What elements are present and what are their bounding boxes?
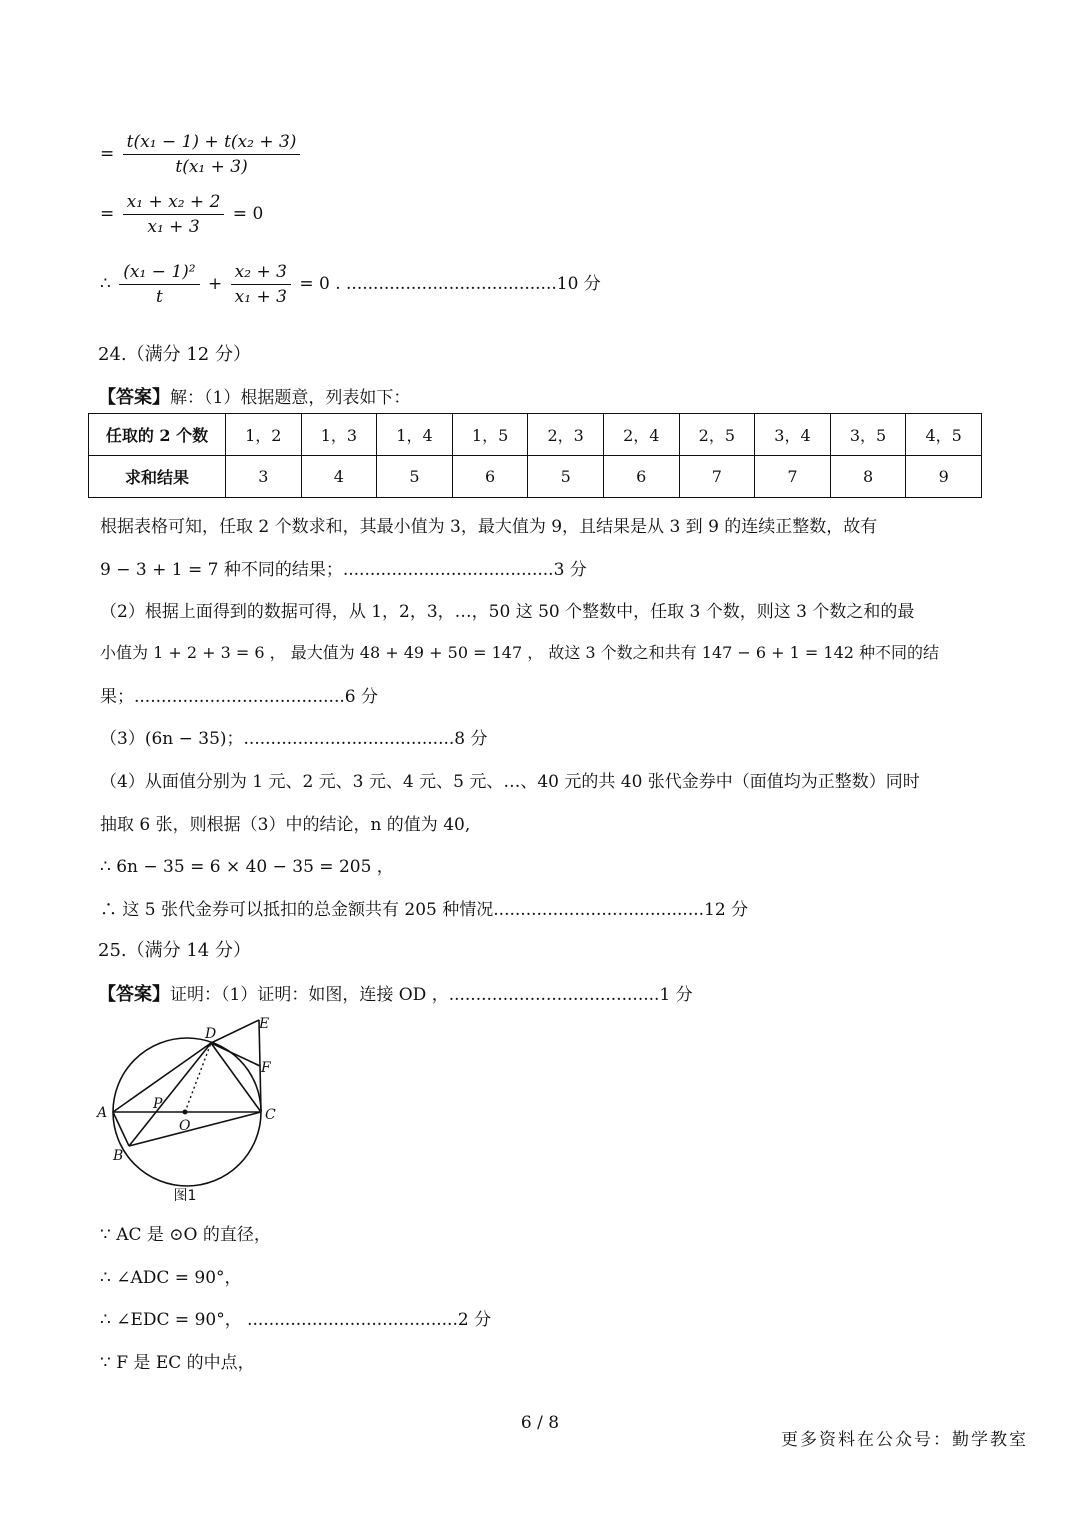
q24-line-8: 抽取 6 张，则根据（3）中的结论，n 的值为 40, bbox=[100, 815, 471, 835]
table-row bbox=[89, 414, 982, 456]
segment-bd bbox=[129, 1043, 211, 1146]
q24-line-1: 根据表格可知，任取 2 个数求和，其最小值为 3，最大值为 9，且结果是从 3 到 9 的连续正整数，故有 bbox=[100, 517, 878, 537]
q24-answer-line bbox=[98, 383, 410, 409]
q24-line-3: （2）根据上面得到的数据可得，从 1，2，3，…，50 这 50 个整数中，任取 3 个数，则这 3 个数之和的最 bbox=[100, 602, 915, 622]
eq2-fraction bbox=[123, 192, 225, 237]
q24-line-10: ∴ 这 5 张代金券可以抵扣的总金额共有 205 种情况.......................................12 分 bbox=[100, 900, 749, 920]
q24-line-4: 小值为 1 + 2 + 3 = 6 ， 最大值为 48 + 49 + 50 = 147 ， 故这 3 个数之和共有 147 − 6 + 1 = 142 种不同的结 bbox=[100, 643, 940, 662]
eq3-fraction-2 bbox=[231, 262, 291, 307]
table-cell: 1，2 bbox=[226, 414, 302, 456]
table-cell: 7 bbox=[679, 456, 755, 498]
segment-de bbox=[211, 1020, 259, 1043]
table-cell: 4 bbox=[301, 456, 377, 498]
eq3-f2-numerator: x₂ + 3 bbox=[231, 262, 291, 285]
table-cell: 9 bbox=[906, 456, 982, 498]
equation-line-2 bbox=[100, 192, 263, 237]
table-cell: 6 bbox=[452, 456, 528, 498]
q24-line-2: 9 − 3 + 1 = 7 种不同的结果；.......................................3 分 bbox=[100, 560, 587, 580]
segment-od bbox=[185, 1043, 211, 1112]
label-b: B bbox=[113, 1148, 124, 1164]
table-cell: 3，5 bbox=[830, 414, 906, 456]
table-cell: 3，4 bbox=[755, 414, 831, 456]
figure-caption: 图1 bbox=[173, 1188, 197, 1204]
eq1-prefix: = bbox=[100, 144, 115, 164]
eq1-fraction bbox=[123, 132, 301, 177]
label-c: C bbox=[265, 1107, 276, 1123]
q24-line-7: （4）从面值分别为 1 元、2 元、3 元、4 元、5 元、…、40 元的共 40 张代金券中（面值均为正整数）同时 bbox=[100, 772, 920, 792]
table-cell: 1，3 bbox=[301, 414, 377, 456]
table-row-header: 任取的 2 个数 bbox=[89, 414, 226, 456]
label-f: F bbox=[261, 1060, 271, 1076]
table-cell: 2，4 bbox=[603, 414, 679, 456]
q24-line-5: 果；.......................................6 分 bbox=[100, 687, 378, 707]
eq3-suffix: = 0 . .......................................10 分 bbox=[299, 274, 601, 294]
table-cell: 1，5 bbox=[452, 414, 528, 456]
q25-line-1: ∵ AC 是 ⊙O 的直径， bbox=[100, 1225, 271, 1245]
equation-line-3 bbox=[100, 262, 601, 307]
watermark-text: 更多资料在公众号：勤学教室 bbox=[781, 1430, 1028, 1450]
label-p: P bbox=[153, 1096, 163, 1112]
eq3-f1-denominator: t bbox=[155, 287, 163, 307]
q25-title: 25.（满分 14 分） bbox=[98, 940, 251, 961]
q25-line-3: ∴ ∠EDC = 90°， .......................................2 分 bbox=[100, 1310, 492, 1330]
eq1-numerator: t(x₁ − 1) + t(x₂ + 3) bbox=[123, 132, 301, 155]
table-cell: 4，5 bbox=[906, 414, 982, 456]
eq3-plus: + bbox=[208, 274, 223, 294]
q24-line-9: ∴ 6n − 35 = 6 × 40 − 35 = 205 ， bbox=[100, 857, 394, 877]
geometry-figure bbox=[95, 1008, 295, 1208]
q25-answer-intro: 证明：（1）证明：如图，连接 OD ，.......................................1 分 bbox=[170, 985, 693, 1005]
table-cell: 2，5 bbox=[679, 414, 755, 456]
center-point bbox=[183, 1110, 188, 1115]
label-a: A bbox=[97, 1105, 108, 1121]
eq2-suffix: = 0 bbox=[232, 204, 264, 224]
page-number: 6 / 8 bbox=[520, 1413, 560, 1433]
table-cell: 2，3 bbox=[528, 414, 604, 456]
table-row-header: 求和结果 bbox=[89, 456, 226, 498]
eq1-denominator: t(x₁ + 3) bbox=[175, 157, 248, 177]
sum-results-table bbox=[88, 413, 982, 498]
table-row bbox=[89, 456, 982, 498]
q25-line-2: ∴ ∠ADC = 90°， bbox=[100, 1268, 242, 1288]
table-cell: 7 bbox=[755, 456, 831, 498]
eq2-denominator: x₁ + 3 bbox=[147, 217, 200, 237]
label-d: D bbox=[205, 1026, 217, 1042]
table-cell: 8 bbox=[830, 456, 906, 498]
q24-title: 24.（满分 12 分） bbox=[98, 344, 251, 365]
segment-dc bbox=[211, 1043, 261, 1112]
equation-line-1 bbox=[100, 132, 303, 177]
q25-answer-label: 【答案】 bbox=[98, 984, 170, 1005]
q24-answer-intro: 解：（1）根据题意，列表如下： bbox=[170, 388, 411, 408]
eq3-f2-denominator: x₁ + 3 bbox=[234, 287, 287, 307]
eq2-numerator: x₁ + x₂ + 2 bbox=[123, 192, 225, 215]
table-cell: 1，4 bbox=[377, 414, 453, 456]
eq3-prefix: ∴ bbox=[100, 274, 111, 294]
segment-bc bbox=[129, 1112, 261, 1146]
eq2-prefix: = bbox=[100, 204, 115, 224]
eq3-f1-numerator: (x₁ − 1)² bbox=[119, 262, 199, 285]
q25-line-4: ∵ F 是 EC 的中点， bbox=[100, 1353, 255, 1373]
table-cell: 5 bbox=[377, 456, 453, 498]
q24-answer-label: 【答案】 bbox=[98, 387, 170, 408]
q24-line-6: （3）(6n − 35)；.......................................8 分 bbox=[100, 729, 488, 749]
table-cell: 3 bbox=[226, 456, 302, 498]
label-e: E bbox=[259, 1016, 270, 1032]
eq3-fraction-1 bbox=[119, 262, 199, 307]
table-cell: 6 bbox=[603, 456, 679, 498]
q25-answer-line bbox=[98, 980, 693, 1006]
table-cell: 5 bbox=[528, 456, 604, 498]
label-o: O bbox=[179, 1118, 191, 1134]
